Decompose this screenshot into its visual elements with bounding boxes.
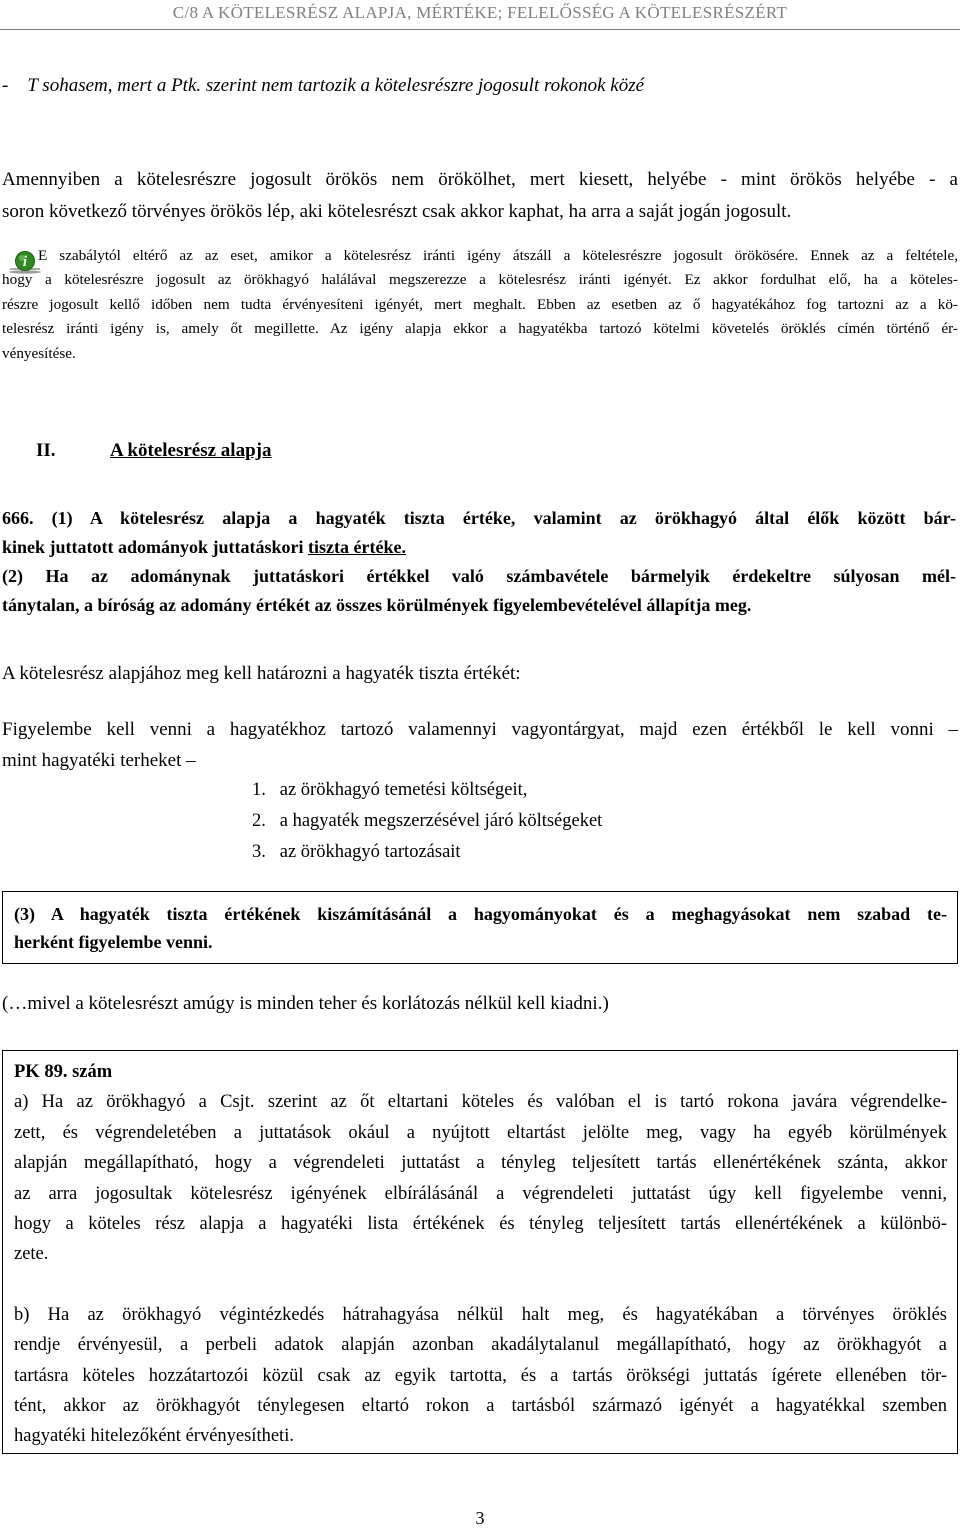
paragraph-substitute-heir — [2, 164, 958, 228]
text-line: a) Ha az örökhagyó a Csjt. szerint az őt eltartani köteles és valóban el is tartó rokona javára végrendelke- — [14, 1092, 947, 1113]
text-line: részre jogosult kellő időben nem tudta érvényesíteni igényét, mert meghalt. Ebben az esetben az ő hagyatékához fog tartozni az a kö- — [2, 295, 958, 313]
text-line: Figyelembe kell venni a hagyatékhoz tartozó valamennyi vagyontárgyat, majd ezen értékből le kell vonni – — [2, 719, 958, 740]
text-line: rendje érvényesül, a perbeli adatok alapján azonban akadálytalanul megállapítható, hogy az örökhagyót a — [14, 1335, 947, 1356]
spacer — [14, 1270, 947, 1300]
law-666-text — [2, 504, 956, 620]
text-line: mint hagyatéki terheket – — [2, 750, 196, 771]
header-title: C/8 A KÖTELESRÉSZ ALAPJA, MÉRTÉKE; FELELŐSSÉG A KÖTELESRÉSZÉRT — [172, 3, 788, 22]
text-line: az arra jogosultak kötelesrész igényének elbírálásánál a végrendeleti juttatást úgy kell figyelembe venni, — [14, 1183, 947, 1204]
text-line: herként figyelembe venni. — [14, 932, 213, 952]
pk-89-box — [2, 1050, 958, 1454]
intro-line: - T sohasem, mert a Ptk. szerint nem tartozik a kötelesrészre jogosult rokonok közé — [2, 75, 645, 96]
text-line: alapján megállapítható, hogy a végrendeleti juttatást a tényleg teljesített tartás ellenértékének szánta, akkor — [14, 1153, 947, 1174]
pk-title: PK 89. szám — [14, 1062, 113, 1082]
list-item: 3. az örökhagyó tartozásait — [252, 842, 461, 862]
text-line: hogy a köteles rész alapja a hagyatéki lista értékének és tényleg teljesített tartás ellenértékének a különbö- — [14, 1214, 947, 1235]
info-note — [2, 244, 958, 366]
list-item: 1. az örökhagyó temetési költségeit, — [252, 780, 528, 800]
text-line: E szabálytól eltérő az az eset, amikor a kötelesrész iránti igény átszáll a kötelesrészre jogosult örökösére. Ennek az a feltétele, — [38, 247, 958, 264]
text-line: (2) Ha az adománynak juttatáskori értékkel való számbavétele bármelyik érdekeltre súlyosan mél- — [2, 566, 956, 586]
text-line: tánytalan, a bíróság az adomány értékét az összes körülmények figyelembevételével állapítja meg. — [2, 595, 752, 615]
text-line: Amennyiben a kötelesrészre jogosult örökös nem örökölhet, mert kiesett, helyébe - mint örökös helyébe - a — [2, 169, 958, 190]
text-line: hagyatéki hitelezőként érvényesítheti. — [14, 1426, 294, 1447]
header-rule — [0, 29, 960, 30]
text-line: kinek juttatott adományok juttatáskori — [2, 537, 309, 557]
text-line: (3) A hagyaték tiszta értékének kiszámításánál a hagyományokat és a meghagyásokat nem szabad te- — [14, 904, 947, 924]
text-line: vényesítése. — [2, 344, 76, 362]
running-header — [0, 0, 960, 30]
page-number: 3 — [475, 1508, 485, 1528]
text-line: b) Ha az örökhagyó végintézkedés hátrahagyása nélkül halt meg, és hagyatékában a törvényes öröklés — [14, 1304, 947, 1325]
text-line: hogy a kötelesrészre jogosult az örökhagyó halálával megszerezze a kötelesrész iránti igényét. Ez akkor fordulhat elő, ha a köteles- — [2, 271, 958, 289]
section-title: A kötelesrész alapja — [110, 440, 272, 461]
text-line: 666. (1) A kötelesrész alapja a hagyaték tiszta értéke, valamint az örökhagyó által élők között bár- — [2, 508, 956, 528]
text-line: tént, akkor az örökhagyót ténylegesen eltartó rokon a tartásból származó igényét a hagyatékkal szemben — [14, 1396, 947, 1417]
law-666-3-box — [2, 891, 958, 964]
text-line: zett, és végrendeletében a juttatások okául a nyújtott eltartást jelölte meg, vagy ha egyéb körülmények — [14, 1122, 947, 1143]
svg-text:i: i — [22, 254, 28, 270]
section-number: II. — [36, 440, 56, 461]
paragraph-deductions — [2, 714, 958, 776]
text-line: soron következő törvényes örökös lép, aki kötelesrészt csak akkor kaphat, ha arra a saját jogán jogosult. — [2, 201, 792, 222]
paragraph-note: (…mivel a kötelesrészt amúgy is minden teher és korlátozás nélkül kell kiadni.) — [2, 993, 609, 1014]
text-line: zete. — [14, 1244, 49, 1265]
paragraph-net-value: A kötelesrész alapjához meg kell határozni a hagyaték tiszta értékét: — [2, 663, 521, 684]
deductions-list — [252, 775, 602, 868]
text-line: telesrész iránti igény is, amely őt megillette. Az igény alapja ekkor a hagyatékba tartozó kötelmi követelés öröklés címén történő ér- — [2, 320, 958, 338]
section-heading — [36, 440, 271, 462]
list-item: 2. a hagyaték megszerzésével járó költségeket — [252, 811, 603, 831]
text-line: tartásra köteles hozzátartozói közül csak az egyik tartotta, és a tartás örökségi juttatás ígérete ellenében tör- — [14, 1365, 947, 1386]
underlined-text: tiszta értéke. — [308, 537, 406, 557]
